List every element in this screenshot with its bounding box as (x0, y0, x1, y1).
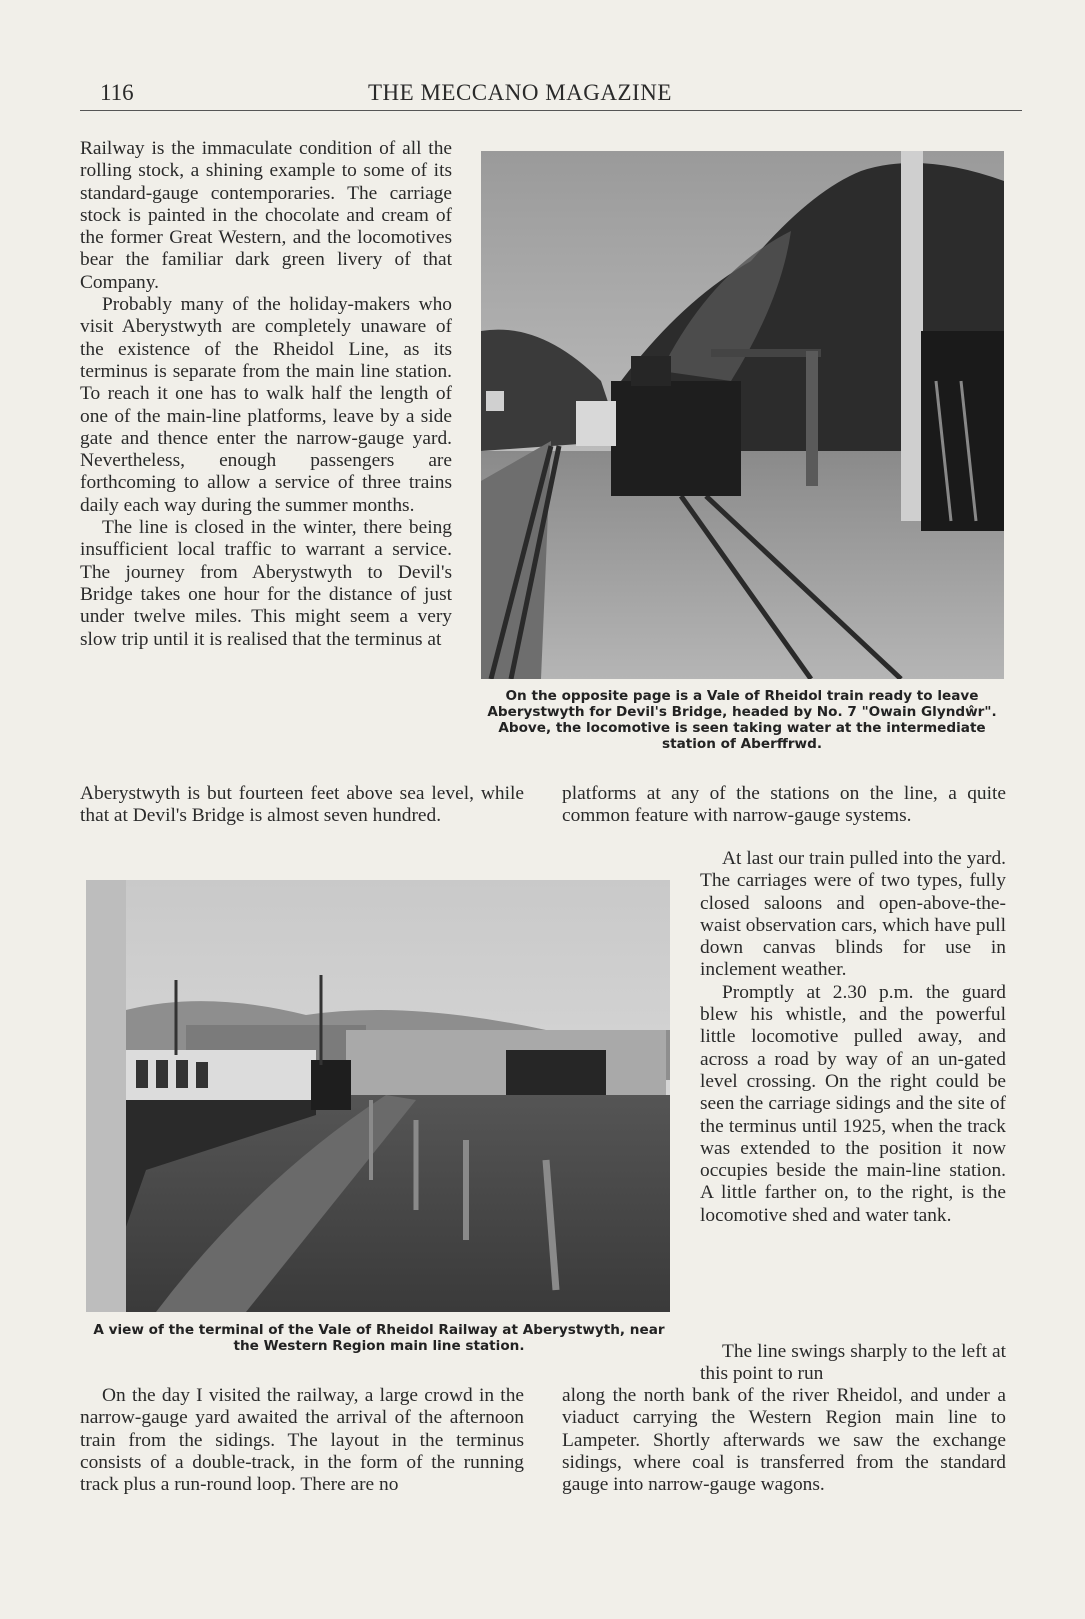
article-column-middle-right (562, 783, 1006, 828)
photo-locomotive-illustration (481, 151, 1004, 679)
article-column-lower-right (562, 1385, 1006, 1496)
article-paragraph: along the north bank of the river Rheidol, and under a viaduct carrying the Western Region main line to Lampeter. Shortly afterwards we saw the exchange sidings, where coal is transferred from the standard gauge into narrow-gauge wagons. (562, 1385, 1006, 1496)
article-column-right (700, 848, 1006, 1227)
magazine-title: THE MECCANO MAGAZINE (368, 80, 672, 105)
article-paragraph: Aberystwyth is but fourteen feet above sea level, while that at Devil's Bridge is almost seven hundred. (80, 783, 524, 827)
article-paragraph: platforms at any of the stations on the line, a quite common feature with narrow-gauge systems. (562, 783, 1006, 827)
article-paragraph: At last our train pulled into the yard. The carriages were of two types, fully closed saloons and open-above-the-waist observation cars, which have pull down canvas blinds for use in inclement weather. (700, 848, 1006, 981)
article-paragraph: Railway is the immaculate condition of all the rolling stock, a shining example to some of its standard-gauge contemporaries. The carriage stock is painted in the chocolate and cream of the former Great Western, and the locomotives bear the familiar dark green livery of that Company. (80, 138, 452, 293)
article-paragraph: Promptly at 2.30 p.m. the guard blew his whistle, and the powerful little locomotive pulled away, and across a road by way of an un-gated level crossing. On the right could be seen the carriage sidings and the site of the terminus until 1925, when the track was extended to the position it now occupies beside the main-line station. A little farther on, to the right, is the locomotive shed and water tank. (700, 981, 1006, 1226)
article-paragraph: The line is closed in the winter, there being insufficient local traffic to warrant a service. The journey from Aberystwyth to Devil's Bridge takes one hour for the distance of just under twelve miles. This might seem a very slow trip until it is realised that the terminus at (80, 517, 452, 650)
photo-caption-top: On the opposite page is a Vale of Rheidol train ready to leave Aberystwyth for Devil's Bridge, headed by No. 7 "Owain Glyndŵr". Above, the locomotive is seen taking water at the intermediate station of Aberffrwd. (487, 688, 997, 752)
photo-aberystwyth-terminal (86, 880, 670, 1312)
photo-locomotive-taking-water (481, 151, 1004, 679)
article-column-upper-left (80, 138, 452, 651)
header-rule (80, 110, 1022, 111)
article-paragraph: On the day I visited the railway, a large crowd in the narrow-gauge yard awaited the arrival of the afternoon train from the sidings. The layout in the terminus consists of a double-track, in the form of the running track plus a run-round loop. There are no (80, 1385, 524, 1496)
page-number: 116 (100, 80, 134, 105)
photo-caption-bottom: A view of the terminal of the Vale of Rheidol Railway at Aberystwyth, near the Western Region main line station. (93, 1322, 665, 1354)
page-header (100, 76, 1020, 112)
article-paragraph: Probably many of the holiday-makers who visit Aberystwyth are completely unaware of the existence of the Rheidol Line, as its terminus is separate from the main line station. To reach it one has to walk half the length of one of the main-line platforms, leave by a side gate and thence enter the narrow-gauge yard. Nevertheless, enough passengers are forthcoming to allow a service of three trains daily each way during the summer months. (80, 294, 452, 516)
photo-terminal-illustration (86, 880, 670, 1312)
article-column-lower-left (80, 1385, 524, 1496)
article-column-lower-right-start (700, 1341, 1006, 1386)
article-column-middle-left (80, 783, 524, 828)
article-paragraph: The line swings sharply to the left at this point to run (700, 1341, 1006, 1385)
